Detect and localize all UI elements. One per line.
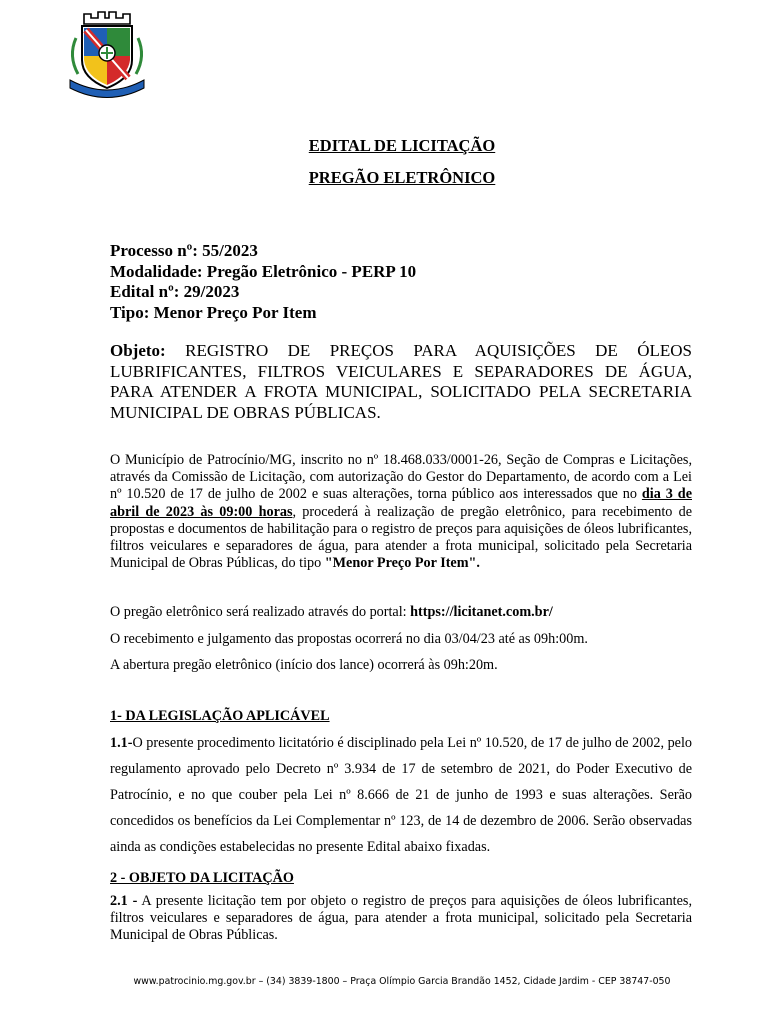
tipo-line: Tipo: Menor Preço Por Item <box>110 302 317 322</box>
section-1-paragraph <box>110 730 692 860</box>
tipo-emphasis: "Menor Preço Por Item". <box>324 555 480 572</box>
document-subtitle: PREGÃO ELETRÔNICO <box>308 168 496 187</box>
abertura-line: A abertura pregão eletrônico (início dos lance) ocorrerá às 09h:20m. <box>110 657 498 673</box>
intro-text-2: , procederá à realização de pregão eletrônico, para recebimento de propostas e documentos de habilitação para o registro de preços para aquisições de óleos lubrificantes, filtros veiculares e separadores de água, para atender a frota municipal, solicitado pela Secretaria Municipal de Obras Públicas, do tipo <box>110 503 692 572</box>
intro-paragraph <box>110 452 692 572</box>
section-2-paragraph <box>110 893 692 945</box>
objeto-label: Objeto: <box>110 341 166 360</box>
portal-text: O pregão eletrônico será realizado através do portal: <box>110 604 411 620</box>
objeto-text: REGISTRO DE PREÇOS PARA AQUISIÇÕES DE ÓLEOS LUBRIFICANTES, FILTROS VEICULARES E SEPARADORES DE ÁGUA, PARA ATENDER A FROTA MUNICIPAL, SOLICITADO PELA SECRETARIA MUNICIPAL DE OBRAS PÚBLICAS. <box>110 341 692 422</box>
modalidade-line: Modalidade: Pregão Eletrônico - PERP 10 <box>110 261 417 281</box>
section-1-number: 1.1- <box>110 735 133 751</box>
processo-line: Processo nº: 55/2023 <box>110 241 258 260</box>
recebimento-line: O recebimento e julgamento das propostas ocorrerá no dia 03/04/23 até as 09h:00m. <box>110 631 588 647</box>
municipal-coat-of-arms-logo <box>62 8 152 103</box>
intro-text-1: O Município de Patrocínio/MG, inscrito no nº 18.468.033/0001-26, Seção de Compras e Licitações, através da Comissão de Licitação, com autorização do Gestor do Departamento, de acordo com a Lei nº 10.520 de 17 de julho de 2002 e suas alterações, torna público aos interessados que no <box>110 452 692 503</box>
objeto-paragraph <box>110 341 692 423</box>
section-1-text: O presente procedimento licitatório é disciplinado pela Lei nº 10.520, de 17 de julho de 2002, pelo regulamento aprovado pelo Decreto nº 3.934 de 17 de setembro de 2021, do Poder Executivo de Patrocínio, e no que couber pela Lei nº 8.666 de 21 de junho de 1993 e suas alterações. Serão concedidos os benefícios da Lei Complementar nº 123, de 14 de dezembro de 2006. Serão observadas ainda as condições estabelecidas no presente Edital abaixo fixadas. <box>110 735 693 855</box>
section-2-number: 2.1 - <box>110 893 138 909</box>
process-metadata <box>110 241 416 323</box>
section-2-text: A presente licitação tem por objeto o registro de preços para aquisições de óleos lubrificantes, filtros veiculares e separadores de água, para atender a frota municipal, solicitado pela Secretaria Municipal de Obras Públicas. <box>110 893 692 944</box>
document-title: EDITAL DE LICITAÇÃO <box>308 136 496 155</box>
section-2-heading: 2 - OBJETO DA LICITAÇÃO <box>110 870 294 886</box>
portal-url-link[interactable]: https://licitanet.com.br/ <box>410 604 553 620</box>
edital-line: Edital nº: 29/2023 <box>110 282 240 301</box>
page-footer: www.patrocinio.mg.gov.br – (34) 3839-1800 – Praça Olímpio Garcia Brandão 1452, Cidade Jardim - CEP 38747-050 <box>133 976 671 987</box>
portal-line <box>110 604 553 621</box>
session-date: dia 3 de abril de 2023 às 09:00 horas <box>110 486 692 520</box>
section-1-heading: 1- DA LEGISLAÇÃO APLICÁVEL <box>110 708 330 724</box>
